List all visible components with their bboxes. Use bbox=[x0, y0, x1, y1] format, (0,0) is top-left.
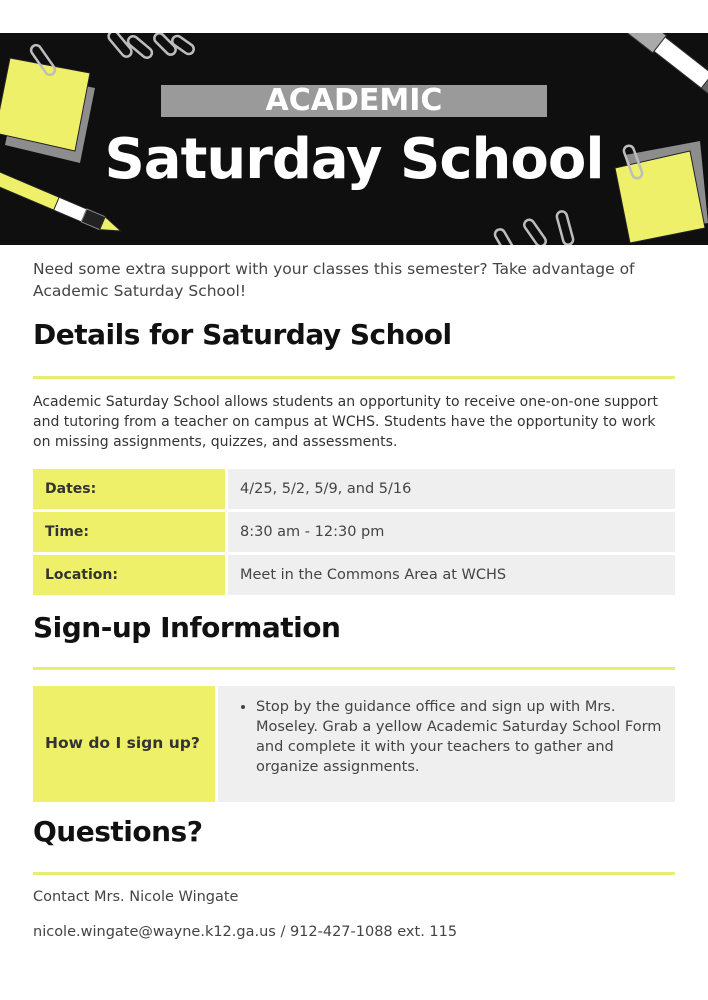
signup-row bbox=[33, 686, 675, 802]
contact-name: Contact Mrs. Nicole Wingate bbox=[33, 889, 239, 905]
dates-label: Dates: bbox=[33, 469, 228, 509]
time-value: 8:30 am - 12:30 pm bbox=[228, 512, 675, 552]
signup-value-cell bbox=[218, 686, 675, 802]
table-row bbox=[33, 469, 675, 509]
signup-label-cell bbox=[33, 686, 215, 802]
location-label: Location: bbox=[33, 555, 228, 595]
table-row bbox=[33, 512, 675, 552]
intro-text: Need some extra support with your classes this semester? Take advantage of Academic Saturday School! bbox=[33, 260, 635, 300]
banner-kicker: ACADEMIC bbox=[265, 83, 443, 118]
signup-heading: Sign-up Information bbox=[33, 611, 341, 644]
details-rule bbox=[33, 376, 675, 379]
paperclip-icon bbox=[29, 33, 196, 77]
table-row bbox=[33, 555, 675, 595]
questions-rule bbox=[33, 872, 675, 875]
questions-heading: Questions? bbox=[33, 815, 203, 848]
signup-label: How do I sign up? bbox=[45, 734, 200, 752]
signup-rule bbox=[33, 667, 675, 670]
marker-icon bbox=[613, 33, 708, 98]
details-table bbox=[33, 466, 675, 598]
details-paragraph: Academic Saturday School allows students an opportunity to receive one-on-one support and tutoring from a teacher on campus at WCHS. Students have the opportunity to work on missing assignments, quizzes, and assessments. bbox=[33, 394, 659, 450]
location-value: Meet in the Commons Area at WCHS bbox=[228, 555, 675, 595]
contact-email-phone: nicole.wingate@wayne.k12.ga.us / 912-427-1088 ext. 115 bbox=[33, 924, 458, 940]
header-banner bbox=[0, 33, 708, 245]
details-heading: Details for Saturday School bbox=[33, 318, 452, 351]
banner-title: Saturday School bbox=[104, 127, 604, 192]
signup-list bbox=[218, 697, 670, 777]
time-label: Time: bbox=[33, 512, 228, 552]
signup-bullet: • Stop by the guidance office and sign up with Mrs. Moseley. Grab a yellow Academic Saturday School Form and complete it with your teachers to gather and organize assignments. bbox=[256, 697, 670, 777]
dates-value: 4/25, 5/2, 5/9, and 5/16 bbox=[228, 469, 675, 509]
paperclip-bottom-icon bbox=[493, 210, 574, 245]
